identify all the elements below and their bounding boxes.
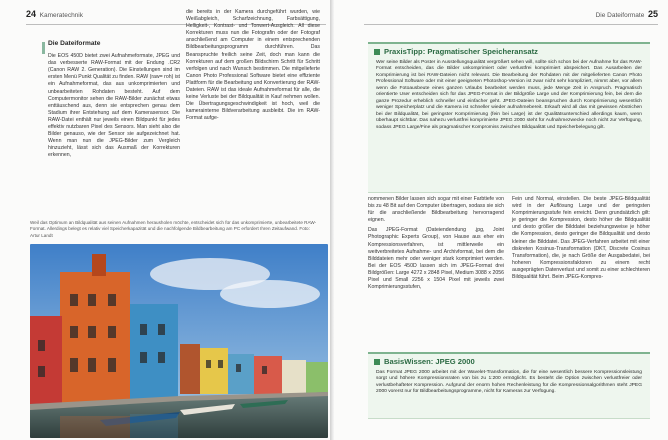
basiswissen-square-icon — [374, 359, 380, 365]
basiswissen-body: Das Format JPEG 2000 arbeitet mit der Wavelet-Transformation, die für eine wesentlich bessere Kompressionsleistung sorgt und höhere Kompressionsraten von bis zu 1:200 ermöglicht. Es besteht die Option zwischen verlustfreier oder verlustbehafteter Kompression. Aufgrund der enorm hohen Rechenleistung für die Kompressionsalgorithmen steht JPEG 2000 vorerst nur für Bildbearbeitungsprogramme, nicht für Kameras zur Verfügung. — [376, 370, 642, 395]
running-head-right — [596, 9, 658, 19]
left-column-1 — [48, 40, 180, 163]
left-col2-para-1: die bereits in der Kamera durchgeführt wurden, wie Weißabgleich, Scharfzeichnung, Farbsättigung, Helligkeit-, Kontrast- und Tonwert-Ausgleich. All diese Korrekturen muss nun die Fotografin oder der Fotograf anschließend am Computer in einem entsprechenden Bildbearbeitungsprogramm durchführen. Das Beanspruchte freilich seine Zeit, doch man kann die Korrekturen auf dem großen Bildschirm Schritt für Schritt verfolgen und nach Wunsch bestimmen. Die mitgelieferte Canon Photo Professional Software bietet eine effiziente Plattform für die Bearbeitung und Konvertierung der RAW-Dateien. RAW ist das ideale Aufnahmeformat für alle, die keine Verluste bei der Bildqualität in Kauf nehmen wollen. Die Übertragungsgeschwindigkeit ist hoch, weil die kamerainterne Bildverarbeitung ausbleibt. Die im RAW-Format aufge- — [186, 9, 320, 122]
canal-houses-image — [30, 244, 328, 438]
burano-photo — [30, 244, 328, 438]
right-col1-para-2: Das JPEG-Format (Dateiendendung .jpg, Joint Photographic Experts Group), von Hause aus eher ein Kompressionsverfahren, ist mittlerweile ein weitverbreitetes Aufnahme- und Archivformat, bei dem die Bilddateien mehr oder weniger stark komprimiert werden. Bei der EOS 450D lassen sich im JPEG-Format drei Bildgrößen: Large 4272 x 2848 Pixel, Medium 3088 x 2056 Pixel und Small 2256 x 1504 Pixel mit jeweils zwei Komprimierungsstufen, — [368, 227, 504, 291]
running-head-right-text: Die Dateiformate — [595, 12, 645, 19]
left-column-2 — [186, 9, 320, 126]
running-head-left — [26, 9, 83, 19]
section-marker — [42, 42, 45, 54]
basiswissen-title: BasisWissen: JPEG 2000 — [384, 357, 475, 366]
praxis-tip-box — [368, 42, 650, 193]
praxis-tip-header — [368, 44, 650, 58]
photo-caption: Weil das Optimum an Bildqualität aus seinen Aufnahmen herausholen möchte, entscheidet sich für das unkomprimierte, unbearbeitete RAW-Format. Allerdings belegt es relativ viel Speicherkapazität und die nachfolgende Bildbearbeitung am PC erfordert Ihren Zeitaufwand. Foto: Artur Landt — [30, 220, 317, 238]
page-number-right: 25 — [647, 9, 658, 19]
basiswissen-header — [368, 354, 650, 368]
right-column-2 — [512, 196, 650, 284]
top-rule-right — [364, 24, 658, 25]
left-col1-para-1: Die EOS 450D bietet zwei Aufnahmeformate, JPEG und das verbesserte RAW-Format mit der Endung .CR2 (Canon RAW 2. Generation). Die Einstellungen sind im ersten Menü Punkt Qualität zu finden. RAW (raw= roh) ist ein Aufnahmeformat, das aus unkomprimierten und unbearbeiteten Rohdaten besteht. Auf dem Computermonitor sehen die RAW-Bilder zunächst etwas enttäuschend aus, denn sie entsprechen genau dem Stadium ihrer Entstehung auf dem Kamerasensor. Die RAW-Datei enthält nur jeweils einen Bildpunkt für jedes effektiv nutzbaren Pixel des Sensors. Man sieht also die Bilder genauso, wie der Sensor sie aufgezeichnet hat. Wenn man nun die JPEG-Bilder zum Vergleich hinzuzieht, lässt sich das Ausmaß der Korrekturen erkennen, — [48, 53, 180, 159]
praxis-tip-body: Wer seine Bilder als Poster in Ausstellungsqualität vergrößert sehen will, sollte sich schon bei der Aufnahme für das RAW-Format entscheiden, das die Bilder unkomprimiert oder verlustfrei komprimiert abspeichert. Das Ausarbeiten der Komprimierung ist bei RAW-Dateien nicht relevant. Die Bearbeitung der Rohdaten mit der mitgelieferten Canon Photo Professional Software oder mit einer geeigneten Photoshop-Version ist zwar nicht sehr kompliziert, nimmt aber, vor allem wenn die Fotoausbeute eines ganzen Urlaubs bearbeitet werden muss, jede Menge Zeit in Anspruch. Pragmatisch orientierte User entscheiden sich für das JPEG-Format in der Bildgröße Large und der Komprimierung fein, bei dem die ganze Prozedur erheblich schneller und einfacher geht. JPEG-Dateien beanspruchen durch Komprimierung wesentlich weniger Speicherplatz und die Kamera ist schneller wieder aufnahmebereit. Erkauft wird all das mit gewissen Abstrichen bei der Bildqualität, bei geringster Komprimierung (fein bei Large) ist der Qualitätsunterschied allerdings kaum, wenn überhaupt sichtbar. Das nahezu verlustfrei komprimierte JPEG 2000 steht für Aufnahmezwecke noch nicht zur Verfügung, sodass JPEG Large/Fine als pragmatischer Kompromiss zwischen Bildqualität und Speicherbelegung gilt. — [376, 60, 642, 130]
tip-square-icon — [374, 49, 380, 55]
running-head-left-text: Kameratechnik — [39, 12, 83, 19]
right-col1-para-1: nommenen Bilder lassen sich sogar mit einer Farbtiefe von bis zu 48 Bit auf den Computer übertragen, sodass sie sich für die anschließende Bildbearbeitung hervorragend eignen. — [368, 196, 504, 224]
praxis-tip-title: PraxisTipp: Pragmatischer Speicheransatz — [384, 47, 538, 56]
right-col2-para-1: Fein und Normal, einstellen. Die beste JPEG-Bildqualität wird in der Auflösung Large und der geringsten Komprimierungsstufe fein erreicht. Denn grundsätzlich gilt: je geringer die Kompression, desto höher die Bildqualität und desto größer die Bilddatei beziehungsweise je höher die Kompression, desto geringer die Bildqualität und desto kleiner die Bilddatei. Das JPEG-Verfahren arbeitet mit einer diskreten Kosinus-Transformation (DKT, Discrete Cosinus Transformation), die, je nach Größe der Ausgabedatei, bei hoheren Kompressionsfaktoren zu einem recht ausgeprägten Datenverlust und somit zu einer schlechteren Bildqualität führt. Beim JPEG-Kompres- — [512, 196, 650, 281]
left-page — [0, 0, 332, 440]
page-number-left: 24 — [26, 9, 37, 19]
right-column-1 — [368, 196, 504, 294]
right-page — [334, 0, 668, 440]
section-title: Die Dateiformate — [48, 40, 101, 47]
basiswissen-box — [368, 352, 650, 419]
